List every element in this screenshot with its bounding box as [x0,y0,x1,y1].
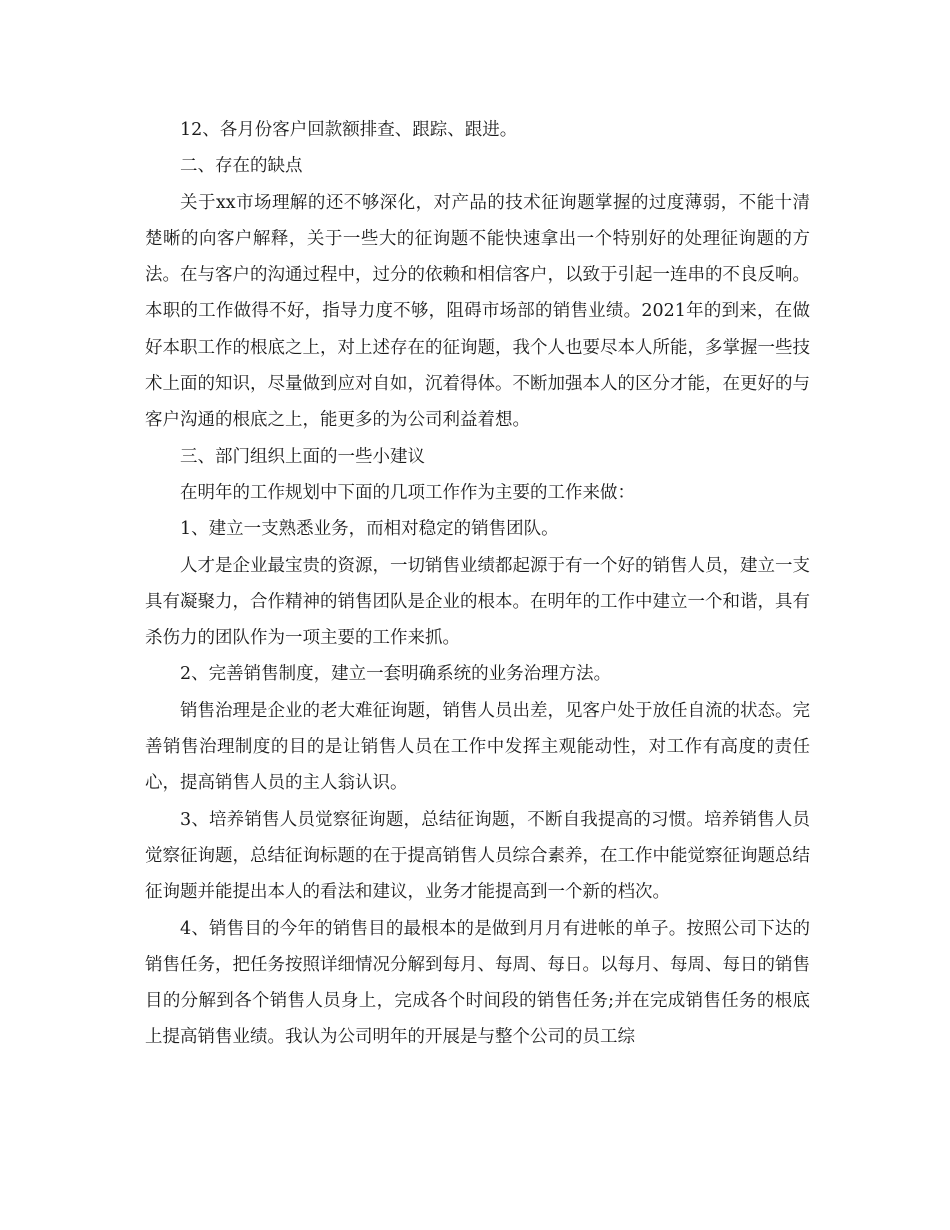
paragraph-system: 销售治理是企业的老大难征询题，销售人员出差，见客户处于放任自流的状态。完善销售治理制度的目的是让销售人员在工作中发挥主观能动性，对工作有高度的责任心，提高销售人员的主人翁认识。 [145,700,810,794]
document-body [145,112,810,1056]
section-heading-shortcomings: 二、存在的缺点 [180,156,303,177]
list-item-12-receivables: 12、各月份客户回款额排查、跟踪、跟进。 [180,120,518,140]
paragraph-shortcomings: 关于xx市场理解的还不够深化，对产品的技术征询题掌握的过度薄弱，不能十清楚晰的向客户解释，关于一些大的征询题不能快速拿出一个特别好的处理征询题的方法。在与客户的沟通过程中，过分的依赖和相信客户，以致于引起一连串的不良反响。本职的工作做得不好，指导力度不够，阻碍市场部的销售业绩。2021年的到来，在做好本职工作的根底之上，对上述存在的征询题，我个人也要尽本人所能，多掌握一些技术上面的知识，尽量做到应对自如，沉着得体。不断加强本人的区分才能，在更好的与客户沟通的根底之上，能更多的为公司利益着想。 [145,192,810,431]
paragraph-item-4-targets: 4、销售目的今年的销售目的最根本的是做到月月有进帐的单子。按照公司下达的销售任务，把任务按照详细情况分解到每月、每周、每日。以每月、每周、每日的销售目的分解到各个销售人员身上，完成各个时间段的销售任务;并在完成销售任务的根底上提高销售业绩。我认为公司明年的开展是与整个公司的员工综 [145,918,810,1048]
paragraph-plan-intro: 在明年的工作规划中下面的几项工作作为主要的工作来做： [180,482,635,503]
paragraph-item-3-habits: 3、培养销售人员觉察征询题，总结征询题，不断自我提高的习惯。培养销售人员觉察征询题，总结征询标题的在于提高销售人员综合素养，在工作中能觉察征询题总结征询题并能提出本人的看法和建议，业务才能提高到一个新的档次。 [145,809,810,903]
section-heading-suggestions: 三、部门组织上面的一些小建议 [180,446,425,467]
list-item-2-system: 2、完善销售制度，建立一套明确系统的业务治理方法。 [180,664,612,685]
list-item-1-team: 1、建立一支熟悉业务，而相对稳定的销售团队。 [180,519,559,540]
paragraph-team: 人才是企业最宝贵的资源，一切销售业绩都起源于有一个好的销售人员，建立一支具有凝聚力，合作精神的销售团队是企业的根本。在明年的工作中建立一个和谐，具有杀伤力的团队作为一项主要的工作来抓。 [145,555,810,649]
